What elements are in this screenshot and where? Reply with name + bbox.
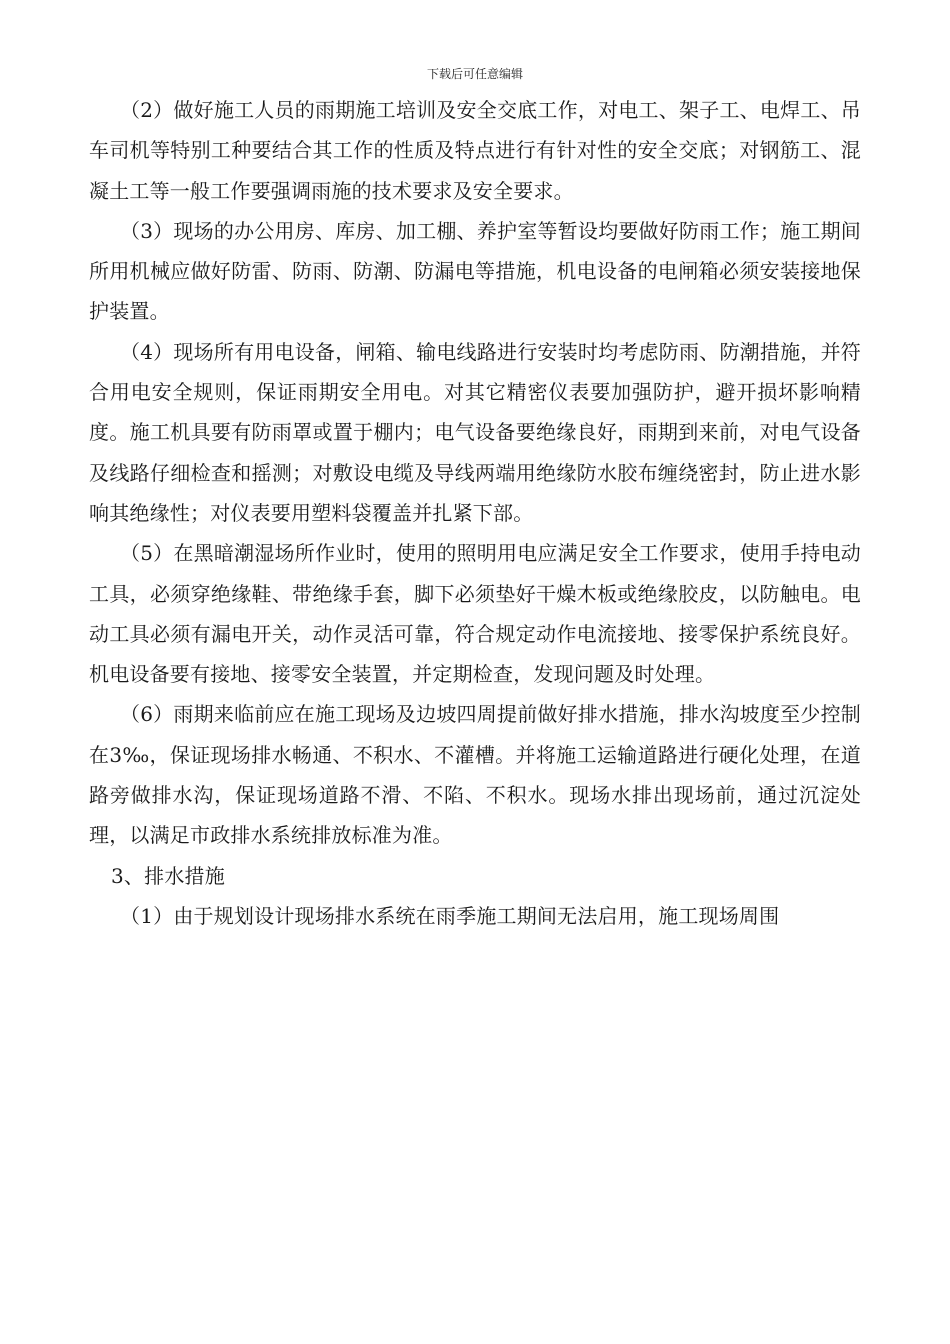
paragraph-4-electrical: （4）现场所有用电设备，闸箱、输电线路进行安装时均考虑防雨、防潮措施，并符合用电安全规则，保证雨期安全用电。对其它精密仪表要加强防护，避开损坏影响精度。施工机具要有防雨罩或置于棚内；电气设备要绝缘良好，雨期到来前，对电气设备及线路仔细检查和摇测；对敷设电缆及导线两端用绝缘防水胶布缠绕密封，防止进水影响其绝缘性；对仪表要用塑料袋覆盖并扎紧下部。 <box>89 339 861 525</box>
paragraph-1-drainage-system: （1）由于规划设计现场排水系统在雨季施工期间无法启用，施工现场周围 <box>120 903 780 928</box>
document-body <box>89 90 861 936</box>
section-heading-drainage: 3、排水措施 <box>111 863 225 888</box>
paragraph-6-drainage-prep: （6）雨期来临前应在施工现场及边坡四周提前做好排水措施，排水沟坡度至少控制在3‰，保证现场排水畅通、不积水、不灌槽。并将施工运输道路进行硬化处理，在道路旁做排水沟，保证现场道路不滑、不陷、不积水。现场水排出现场前，通过沉淀处理，以满足市政排水系统排放标准为准。 <box>89 702 861 848</box>
page-header-note: 下载后可任意编辑 <box>426 67 523 81</box>
paragraph-5-humid-work: （5）在黑暗潮湿场所作业时，使用的照明用电应满足安全工作要求，使用手持电动工具，必须穿绝缘鞋、带绝缘手套，脚下必须垫好干燥木板或绝缘胶皮，以防触电。电动工具必须有漏电开关，动作灵活可靠，符合规定动作电流接地、接零保护系统良好。机电设备要有接地、接零安全装置，并定期检查，发现问题及时处理。 <box>89 541 861 687</box>
paragraph-2-training: （2）做好施工人员的雨期施工培训及安全交底工作，对电工、架子工、电焊工、吊车司机等特别工种要结合其工作的性质及特点进行有针对性的安全交底；对钢筋工、混凝土工等一般工作要强调雨施的技术要求及安全要求。 <box>89 98 861 203</box>
paragraph-3-rainproofing: （3）现场的办公用房、库房、加工棚、养护室等暂设均要做好防雨工作；施工期间所用机械应做好防雷、防雨、防潮、防漏电等措施，机电设备的电闸箱必须安装接地保护装置。 <box>89 218 861 324</box>
